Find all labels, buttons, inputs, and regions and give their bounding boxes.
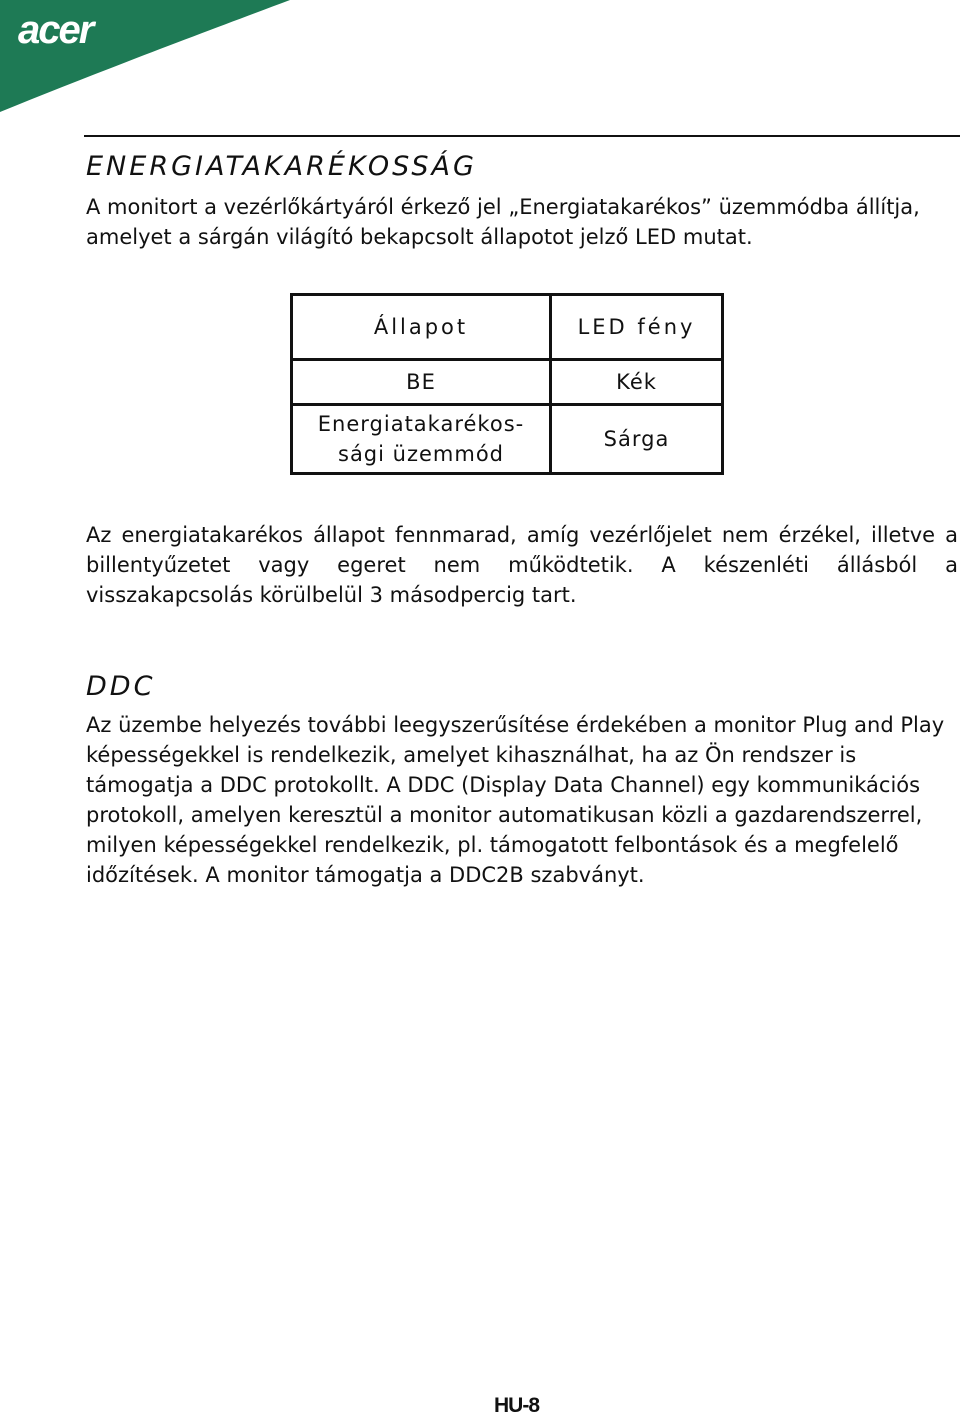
brand-header-band [0, 0, 300, 115]
table-cell-state: BE [292, 360, 551, 405]
table-cell-state [292, 405, 551, 474]
page-number: HU-8 [494, 1394, 540, 1417]
brand-band-shape [0, 0, 300, 115]
ddc-heading: DDC [86, 671, 156, 702]
power-saving-intro: A monitort a vezérlőkártyáról érkező jel „Energiatakarékos” üzemmódba állítja, amelyet a sárgán világító bekapcsolt állapotot jelző LED mutat. [86, 195, 920, 249]
table-cell-state-text: Energiatakarékos- sági üzemmód [317, 412, 525, 466]
table-cell-led: Sárga [551, 405, 723, 474]
table-row [292, 405, 723, 474]
top-divider [84, 135, 960, 137]
table-header-led: LED fény [551, 295, 723, 360]
power-saving-body: Az energiatakarékos állapot fennmarad, amíg vezérlőjelet nem érzékel, illetve a billentyűzetet vagy egeret nem működtetik. A készenléti állásból a visszakapcsolás körülbelül 3 másodpercig tart. [86, 523, 958, 607]
table-row [292, 360, 723, 405]
table-cell-led: Kék [551, 360, 723, 405]
ddc-body: Az üzembe helyezés további leegyszerűsítése érdekében a monitor Plug and Play képességekkel is rendelkezik, amelyet kihasználhat, ha az Ön rendszer is támogatja a DDC protokollt. A DDC (Display Data Channel) egy kommunikációs protokoll, amelyen keresztül a monitor automatikusan közli a gazdarendszerrel, milyen képességekkel rendelkezik, pl. támogatott felbontások és a megfelelő időzítések. A monitor támogatja a DDC2B szabványt. [86, 713, 945, 887]
power-saving-heading: ENERGIATAKARÉKOSSÁG [86, 151, 477, 182]
table-header-state: Állapot [292, 295, 551, 360]
acer-logo: acer [18, 8, 93, 52]
table-header-row [292, 295, 723, 360]
led-state-table [290, 293, 724, 475]
